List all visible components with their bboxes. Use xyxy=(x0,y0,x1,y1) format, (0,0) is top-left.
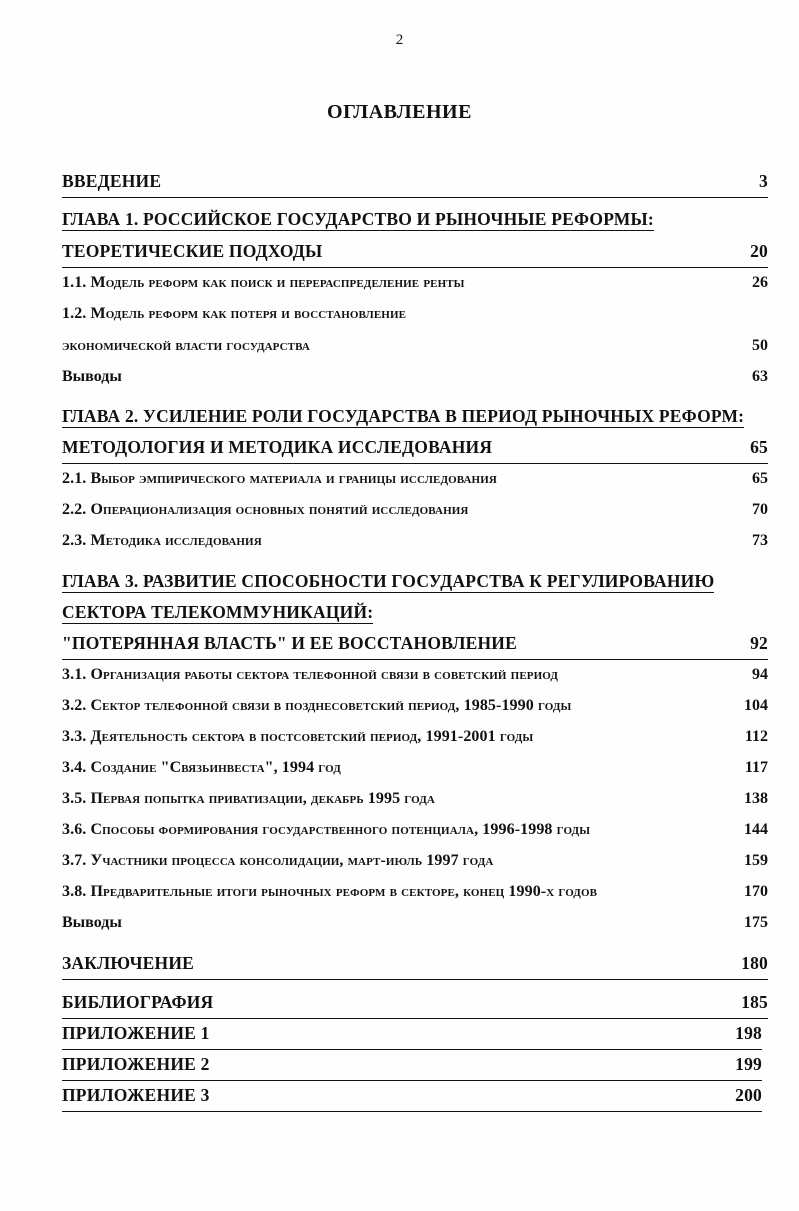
toc-section-1-2-line1[interactable] xyxy=(62,305,768,331)
toc-chapter-2-title-line1: ГЛАВА 2. УСИЛЕНИЕ РОЛИ ГОСУДАРСТВА В ПЕРИОД РЫНОЧНЫХ РЕФОРМ: xyxy=(62,406,745,426)
toc-section-3-2[interactable] xyxy=(62,697,768,723)
toc-section-label: 3.4. Создание "Связьинвеста", 1994 год xyxy=(62,759,341,776)
toc-section-page: 50 xyxy=(752,337,768,354)
toc-bibliography-page: 185 xyxy=(741,992,768,1012)
toc-section-page: 159 xyxy=(744,852,768,869)
toc-section-page: 170 xyxy=(744,883,768,900)
toc-section-3-6[interactable] xyxy=(62,821,768,847)
toc-conclusion-page: 180 xyxy=(741,953,768,973)
toc-section-page: 112 xyxy=(744,728,768,745)
toc-chapter-1-page: 20 xyxy=(750,241,768,261)
toc-conclusions-3[interactable] xyxy=(62,914,768,940)
toc-section-2-3[interactable] xyxy=(62,532,768,558)
toc-section-label-line1: 1.2. Модель реформ как потеря и восстановление xyxy=(62,305,407,322)
toc-chapter-1[interactable] xyxy=(62,241,768,268)
toc-section-page: 138 xyxy=(744,790,768,807)
toc-chapter-1-title-line1: ГЛАВА 1. РОССИЙСКОЕ ГОСУДАРСТВО И РЫНОЧНЫЕ РЕФОРМЫ: xyxy=(62,209,654,229)
toc-chapter-1-line1[interactable] xyxy=(62,209,662,235)
toc-appendix-page: 198 xyxy=(735,1023,762,1043)
toc-section-2-1[interactable] xyxy=(62,470,768,496)
toc-chapter-2[interactable] xyxy=(62,437,768,464)
toc-chapter-3-title-line1: ГЛАВА 3. РАЗВИТИЕ СПОСОБНОСТИ ГОСУДАРСТВА К РЕГУЛИРОВАНИЮ xyxy=(62,571,715,591)
toc-section-label: 3.3. Деятельность сектора в постсоветский период, 1991-2001 годы xyxy=(62,728,534,745)
toc-intro-page: 3 xyxy=(759,171,768,191)
toc-appendix-3[interactable] xyxy=(62,1085,762,1112)
toc-section-1-1[interactable] xyxy=(62,274,768,300)
toc-section-3-8[interactable] xyxy=(62,883,768,909)
toc-bibliography[interactable] xyxy=(62,992,768,1019)
toc-chapter-2-title-line2: МЕТОДОЛОГИЯ И МЕТОДИКА ИССЛЕДОВАНИЯ xyxy=(62,437,493,457)
toc-conclusion[interactable] xyxy=(62,953,768,980)
toc-section-page: 26 xyxy=(752,274,768,291)
toc-chapter-3-title-line2: СЕКТОРА ТЕЛЕКОММУНИКАЦИЙ: xyxy=(62,602,374,622)
toc-section-label: 3.2. Сектор телефонной связи в позднесоветский период, 1985-1990 годы xyxy=(62,697,572,714)
toc-section-label: 3.1. Организация работы сектора телефонной связи в советский период xyxy=(62,666,559,683)
toc-chapter-2-line1[interactable] xyxy=(62,406,768,432)
toc-section-label: 3.5. Первая попытка приватизации, декабрь 1995 года xyxy=(62,790,435,807)
toc-section-label-line2: экономической власти государства xyxy=(62,337,310,354)
toc-section-label: 2.3. Методика исследования xyxy=(62,532,262,549)
toc-appendix-label: ПРИЛОЖЕНИЕ 1 xyxy=(62,1023,210,1043)
toc-section-label: 3.8. Предварительные итоги рыночных реформ в секторе, конец 1990-х годов xyxy=(62,883,598,900)
toc-section-page: 63 xyxy=(752,368,768,385)
toc-section-page: 73 xyxy=(752,532,768,549)
toc-section-label: 3.6. Способы формирования государственного потенциала, 1996-1998 годы xyxy=(62,821,591,838)
toc-intro-label: ВВЕДЕНИЕ xyxy=(62,171,162,191)
toc-section-page: 144 xyxy=(744,821,768,838)
toc-chapter-3-page: 92 xyxy=(750,633,768,653)
toc-bibliography-label: БИБЛИОГРАФИЯ xyxy=(62,992,214,1012)
toc-section-page: 70 xyxy=(752,501,768,518)
toc-section-page: 65 xyxy=(752,470,768,487)
toc-chapter-2-page: 65 xyxy=(750,437,768,457)
toc-section-page: 175 xyxy=(744,914,768,931)
toc-section-label: Выводы xyxy=(62,368,122,385)
toc-chapter-3-title-line3: "ПОТЕРЯННАЯ ВЛАСТЬ" И ЕЕ ВОССТАНОВЛЕНИЕ xyxy=(62,633,517,653)
toc-appendix-1[interactable] xyxy=(62,1023,762,1050)
page-number: 2 xyxy=(395,32,404,48)
toc-section-3-3[interactable] xyxy=(62,728,768,754)
toc-chapter-3-line2[interactable] xyxy=(62,602,768,628)
toc-conclusion-label: ЗАКЛЮЧЕНИЕ xyxy=(62,953,195,973)
toc-section-page: 117 xyxy=(744,759,768,776)
toc-section-1-2[interactable] xyxy=(62,337,768,363)
toc-appendix-page: 199 xyxy=(735,1054,762,1074)
toc-section-page: 94 xyxy=(752,666,768,683)
toc-section-3-1[interactable] xyxy=(62,666,768,692)
toc-conclusions-1[interactable] xyxy=(62,368,768,394)
toc-chapter-1-title-line2: ТЕОРЕТИЧЕСКИЕ ПОДХОДЫ xyxy=(62,241,323,261)
toc-appendix-label: ПРИЛОЖЕНИЕ 3 xyxy=(62,1085,210,1105)
toc-chapter-3-line1[interactable] xyxy=(62,571,768,597)
toc-section-2-2[interactable] xyxy=(62,501,768,527)
page-title: ОГЛАВЛЕНИЕ xyxy=(327,101,472,123)
toc-appendix-label: ПРИЛОЖЕНИЕ 2 xyxy=(62,1054,210,1074)
toc-section-label: 2.2. Операционализация основных понятий исследования xyxy=(62,501,469,518)
toc-section-3-7[interactable] xyxy=(62,852,768,878)
toc-section-label: 2.1. Выбор эмпирического материала и границы исследования xyxy=(62,470,497,487)
toc-intro[interactable] xyxy=(62,171,768,198)
toc-section-page: 104 xyxy=(744,697,768,714)
toc-section-label: Выводы xyxy=(62,914,122,931)
toc-section-label: 1.1. Модель реформ как поиск и перераспределение ренты xyxy=(62,274,465,291)
toc-chapter-3[interactable] xyxy=(62,633,768,660)
toc-appendix-2[interactable] xyxy=(62,1054,762,1081)
toc-section-3-4[interactable] xyxy=(62,759,768,785)
toc-section-3-5[interactable] xyxy=(62,790,768,816)
toc-section-label: 3.7. Участники процесса консолидации, март-июль 1997 года xyxy=(62,852,494,869)
toc-appendix-page: 200 xyxy=(735,1085,762,1105)
